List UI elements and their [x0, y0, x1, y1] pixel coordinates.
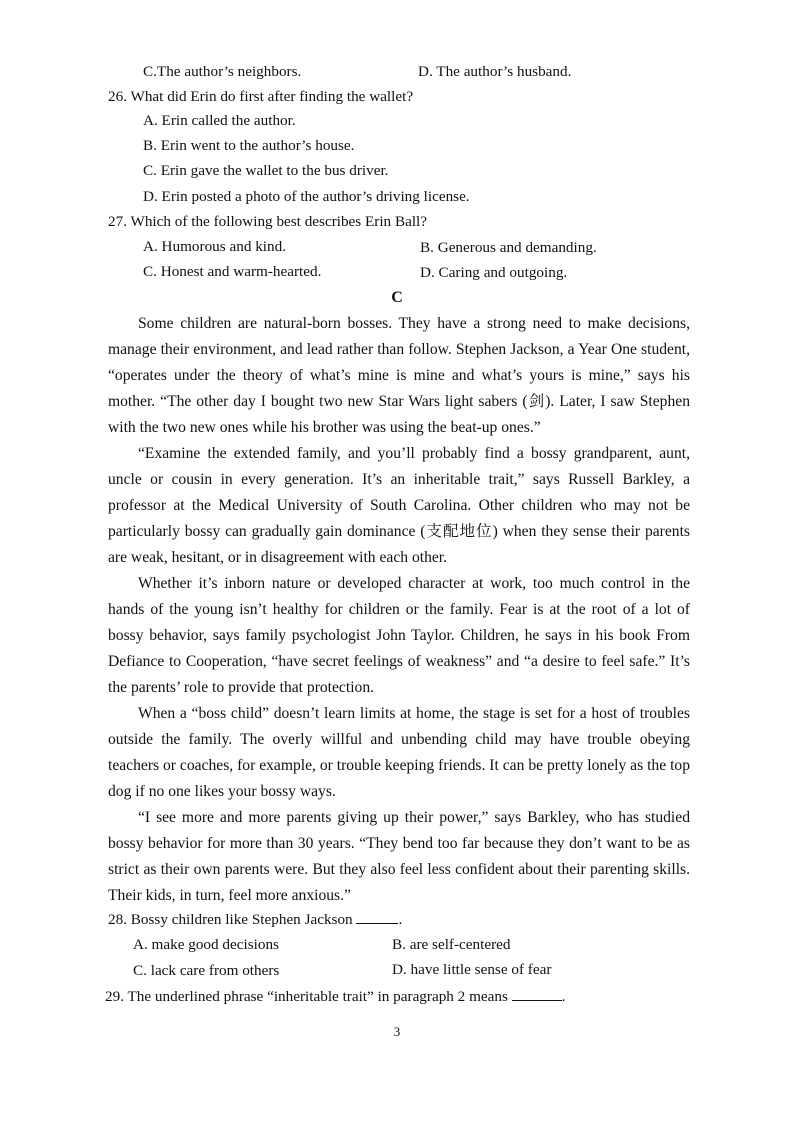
q28-question-text: 28. Bossy children like Stephen Jackson	[108, 911, 353, 928]
q25-option-c: C.The author’s neighbors.	[143, 63, 302, 80]
q28-option-c: C. lack care from others	[133, 962, 280, 979]
page-number: 3	[393, 1024, 401, 1039]
q26-question: 26. What did Erin do first after finding the wallet?	[108, 88, 414, 105]
q29-question-end: .	[561, 988, 566, 1005]
q27-option-b: B. Generous and demanding.	[420, 239, 597, 256]
q26-option-c: C. Erin gave the wallet to the bus driver.	[143, 162, 389, 179]
q28-option-d: D. have little sense of fear	[392, 961, 552, 978]
passage-paragraph-3: Whether it’s inborn nature or developed character at work, too much control in the hands of the young isn’t healthy for children or the family. Fear is at the root of a lot of bossy behavior, says family psychologist John Taylor. Children, he says in his book From Defiance to Cooperation, “have secret feelings of weakness” and “a desire to feel safe.” It’s the parents’ role to provide that protection.	[108, 575, 690, 696]
passage-paragraph-4: When a “boss child” doesn’t learn limits at home, the stage is set for a host of troubles outside the family. The overly willful and unbending child may have trouble obeying teachers or coaches, for example, or trouble keeping friends. It can be pretty lonely as the top dog if no one likes your bossy ways.	[108, 705, 690, 800]
passage-paragraph-1: Some children are natural-born bosses. They have a strong need to make decisions, manage their environment, and lead rather than follow. Stephen Jackson, a Year One student, “operates under the theory of what’s mine is mine and what’s yours is mine,” says his mother. “The other day I bought two new Star Wars light sabers (剑). Later, I saw Stephen with the two new ones while his brother was using the beat-up ones.”	[108, 315, 690, 436]
q28-question	[108, 909, 402, 930]
q29-question	[105, 986, 565, 1007]
q25-option-d: D. The author’s husband.	[418, 63, 572, 80]
q28-question-end: .	[398, 911, 403, 928]
section-heading: C	[391, 289, 403, 306]
passage-paragraph-2: “Examine the extended family, and you’ll probably find a bossy grandparent, aunt, uncle or cousin in every generation. It’s an inheritable trait,” says Russell Barkley, a professor at the Medical University of South Carolina. Other children who may not be particularly bossy can gradually gain dominance (支配地位) when they sense their parents are weak, hesitant, or in disagreement with each other.	[108, 445, 690, 566]
q29-question-text: 29. The underlined phrase “inheritable trait” in paragraph 2 means	[105, 988, 508, 1005]
q27-question: 27. Which of the following best describes Erin Ball?	[108, 213, 428, 230]
q28-answer-blank	[356, 909, 398, 924]
q28-option-b: B. are self-centered	[392, 936, 511, 953]
q26-option-d: D. Erin posted a photo of the author’s driving license.	[143, 188, 470, 205]
q26-option-b: B. Erin went to the author’s house.	[143, 137, 355, 154]
q26-option-a: A. Erin called the author.	[143, 112, 296, 129]
q28-option-a: A. make good decisions	[133, 936, 279, 953]
q27-option-d: D. Caring and outgoing.	[420, 264, 568, 281]
q27-option-a: A. Humorous and kind.	[143, 238, 287, 255]
q27-option-c: C. Honest and warm-hearted.	[143, 263, 322, 280]
passage-paragraph-5: “I see more and more parents giving up their power,” says Barkley, who has studied bossy behavior for more than 30 years. “They bend too far because they don’t want to be as strict as their own parents were. But they also feel less confident about their parenting skills. Their kids, in turn, feel more anxious.”	[108, 809, 690, 904]
q29-answer-blank	[512, 986, 562, 1001]
